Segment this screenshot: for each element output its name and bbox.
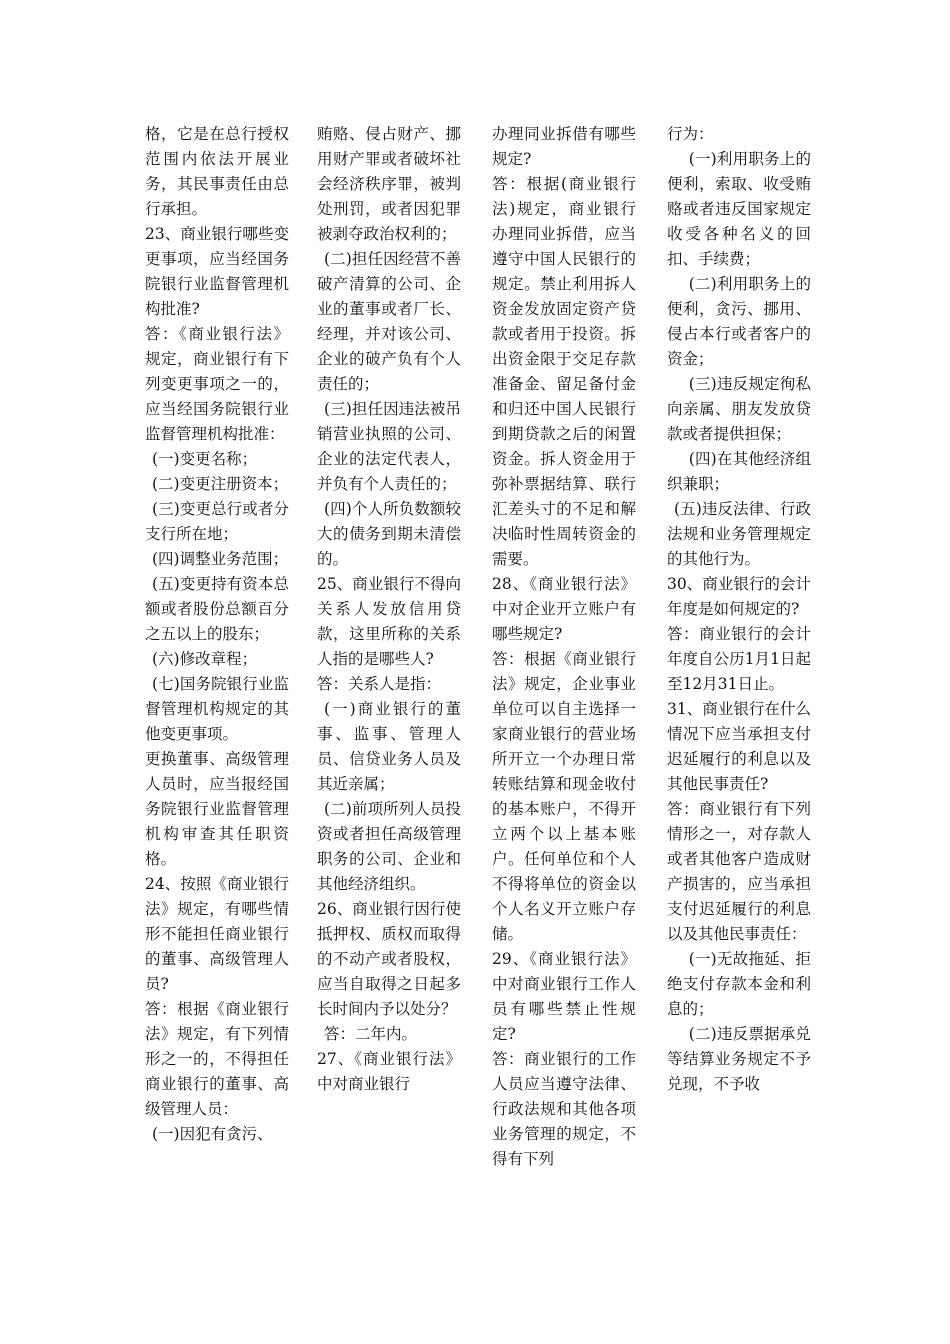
list-item: (五)违反法律、行政法规和业务管理规定的其他行为。 — [667, 500, 811, 568]
list-item: (一)无故拖延、拒绝支付存款本金和利息的； — [667, 950, 811, 1018]
question-heading: 31、商业银行在什么情况下应当承担支付迟延履行的利息以及其他民事责任? — [667, 700, 811, 793]
question-heading: 23、商业银行哪些变更事项，应当经国务院银行业监督管理机构批准? — [145, 225, 289, 318]
list-item: (三)变更总行或者分支行所在地； — [145, 500, 289, 543]
answer-paragraph: 答：商业银行的会计年度自公历1月1日起至12月31日止。 — [667, 625, 811, 693]
answer-paragraph: 答：《商业银行法》规定，商业银行有下列变更事项之一的，应当经国务院银行业监督管理机构批准： — [145, 325, 289, 443]
answer-paragraph: 答：根据《商业银行法》规定，企业事业单位可以自主选择一家商业银行的营业场所开立一个办理日常转账结算和现金收付的基本账户，不得开立两个以上基本账户。任何单位和个人不得将单位的资金以个人名义开立账户存储。 — [492, 650, 636, 943]
answer-paragraph: 答：关系人是指： — [317, 675, 442, 693]
list-item: (三)担任因违法被吊销营业执照的公司、企业的法定代表人，并负有个人责任的； — [317, 400, 461, 493]
list-item: (二)担任因经营不善破产清算的公司、企业的董事或者厂长、经理，并对该公司、企业的破产负有个人责任的； — [317, 250, 461, 393]
answer-paragraph: 答：根据《商业银行法》规定，有下列情形之一的，不得担任商业银行的董事、高级管理人员： — [145, 1000, 289, 1118]
paragraph: 格，它是在总行授权范围内依法开展业务，其民事责任由总行承担。 — [145, 125, 289, 218]
text-column-1 — [145, 122, 289, 1147]
question-heading: 25、商业银行不得向关系人发放信用贷款，这里所称的关系人指的是哪些人? — [317, 575, 461, 668]
list-item: (四)调整业务范围； — [151, 550, 289, 568]
question-heading: 26、商业银行因行使抵押权、质权而取得的不动产或者股权，应当自取得之日起多长时间内予以处分？ — [317, 900, 461, 1018]
answer-paragraph: 答：根据(商业银行法)规定，商业银行办理同业拆借，应当遵守中国人民银行的规定。禁止利用拆人资金发放固定资产贷款或者用于投资。拆出资金限于交足存款准备金、留足备付金和归还中国人民银行到期贷款之后的闲置资金。拆人资金用于弥补票据结算、联行汇差头寸的不足和解决临时性周转资金的需要。 — [492, 175, 636, 568]
list-item: (一)变更名称； — [151, 450, 258, 468]
list-item: (一)商业银行的董事、监事、管理人员、信贷业务人员及其近亲属； — [317, 700, 461, 793]
list-item: (一)利用职务上的便利，索取、收受贿赂或者违反国家规定收受各种名义的回扣、手续费； — [667, 150, 811, 268]
paragraph: 办理同业拆借有哪些规定? — [492, 125, 636, 168]
question-heading: 30、商业银行的会计年度是如何规定的? — [667, 575, 811, 618]
list-item: (五)变更持有资本总额或者股份总额百分之五以上的股东； — [145, 575, 289, 643]
list-item: (四)个人所负数额较大的债务到期未清偿的。 — [317, 500, 461, 568]
list-item: (二)违反票据承兑等结算业务规定不予兑现，不予收 — [667, 1025, 811, 1093]
list-item: (六)修改章程； — [151, 650, 258, 668]
question-heading: 29、《商业银行法》中对商业银行工作人员有哪些禁止性规定? — [492, 950, 636, 1043]
list-item: (七)国务院银行业监督管理机构规定的其他变更事项。 — [145, 675, 289, 743]
paragraph: 更换董事、高级管理人员时，应当报经国务院银行业监督管理机构审查其任职资格。 — [145, 750, 289, 868]
list-item: (二)变更注册资本； — [151, 475, 289, 493]
paragraph: 贿赂、侵占财产、挪用财产罪或者破坏社会经济秩序罪，被判处刑罚，或者因犯罪被剥夺政治权利的； — [317, 125, 461, 243]
answer-paragraph: 答：二年内。 — [323, 1025, 417, 1043]
list-item: (四)在其他经济组织兼职； — [667, 450, 811, 493]
text-column-3 — [492, 122, 636, 1172]
question-heading: 24、按照《商业银行法》规定，有哪些情形不能担任商业银行的董事、高级管理人员? — [145, 875, 289, 993]
list-item: (三)违反规定徇私向亲属、朋友发放贷款或者提供担保； — [667, 375, 811, 443]
list-item: (二)利用职务上的便利，贪污、挪用、侵占本行或者客户的资金； — [667, 275, 811, 368]
text-column-4 — [667, 122, 811, 1097]
question-heading: 27、《商业银行法》中对商业银行 — [317, 1050, 461, 1093]
list-item: (二)前项所列人员投资或者担任高级管理职务的公司、企业和其他经济组织。 — [317, 800, 461, 893]
question-heading: 28、《商业银行法》中对企业开立账户有哪些规定? — [492, 575, 636, 643]
answer-paragraph: 答：商业银行有下列情形之一，对存款人或者其他客户造成财产损害的，应当承担支付迟延履行的利息以及其他民事责任： — [667, 800, 811, 943]
text-column-2 — [317, 122, 461, 1097]
list-item: (一)因犯有贪污、 — [151, 1125, 273, 1143]
answer-paragraph: 答：商业银行的工作人员应当遵守法律、行政法规和其他各项业务管理的规定，不得有下列 — [492, 1050, 636, 1168]
paragraph: 行为： — [667, 125, 714, 143]
